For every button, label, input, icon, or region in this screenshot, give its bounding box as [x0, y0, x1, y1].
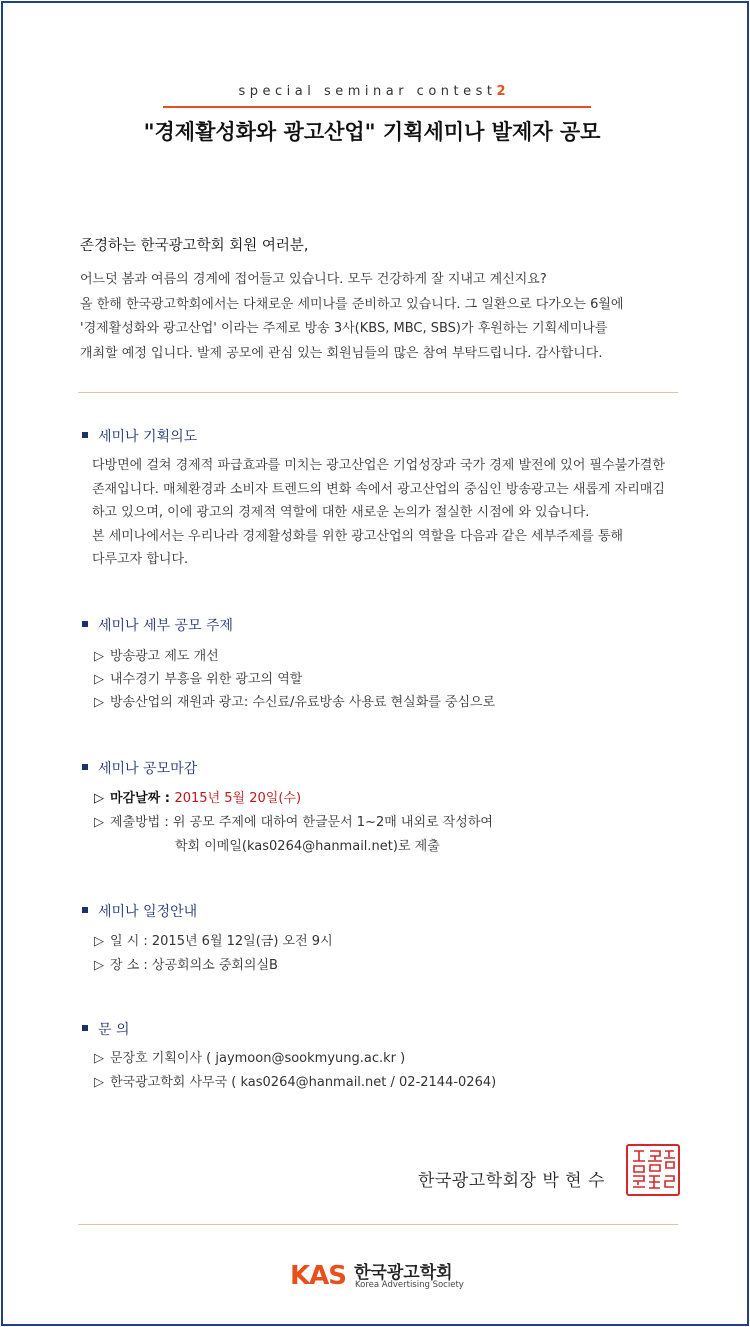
section-title-deadline: 세미나 공모마감 [82, 758, 197, 778]
logo-kas: KAS [290, 1261, 346, 1291]
seal-stamp-icon [626, 1144, 680, 1196]
submission-text: 위 공모 주제에 대하여 한글문서 1~2매 내외로 작성하여 [172, 815, 493, 830]
intro-line: 어느덧 봄과 여름의 경계에 접어들고 있습니다. 모두 건강하게 잘 지내고 계신지요? [80, 272, 547, 287]
greeting: 존경하는 한국광고학회 회원 여러분, [80, 238, 309, 254]
bullet-square-icon [82, 907, 88, 913]
deadline-date: 2015년 5월 20일(수) [174, 791, 302, 806]
schedule-row: ▷ 장 소 : 상공회의소 중회의실B [94, 958, 278, 973]
intro-line: 개최할 예정 입니다. 발제 공모에 관심 있는 회원님들의 많은 참여 부탁드립니다. 감사합니다. [80, 345, 603, 361]
purpose-line: 본 세미나에서는 우리나라 경제활성화를 위한 광고산업의 역할을 다음과 같은 세부주제를 통해 [92, 528, 624, 544]
logo-english-name: Korea Advertising Society [355, 1280, 464, 1290]
triangle-right-icon: ▷ [94, 815, 104, 830]
triangle-right-icon: ▷ [94, 695, 104, 710]
section-title-topics: 세미나 세부 공모 주제 [82, 615, 233, 635]
deadline-date-row [94, 787, 301, 806]
purpose-line: 하고 있으며, 이에 광고의 경제적 역할에 대한 새로운 논의가 절실한 시점에 와 있습니다. [92, 505, 590, 520]
intro-line: '경제활성화와 광고산업' 이라는 주제로 방송 3사(KBS, MBC, SBS)가 후원하는 기획세미나를 [80, 321, 608, 336]
title-underline [163, 106, 591, 108]
topic-item: ▷ 내수경기 부흥을 위한 광고의 역할 [94, 672, 303, 687]
intro-paragraph [80, 268, 624, 366]
signature: 한국광고학회장 박 현 수 [418, 1171, 605, 1191]
contact-row: ▷ 문장호 기획이사 ( jaymoon@sookmyung.ac.kr ) [94, 1051, 406, 1066]
bullet-square-icon [82, 621, 88, 627]
purpose-line: 다루고자 합니다. [92, 552, 189, 567]
kicker-number: 2 [496, 84, 506, 99]
bullet-square-icon [82, 764, 88, 770]
divider [78, 392, 678, 393]
intro-line: 올 한해 한국광고학회에서는 다채로운 세미나를 준비하고 있습니다. 그 일환으로 다가오는 6월에 [80, 296, 624, 312]
section-title-contact: 문 의 [82, 1019, 130, 1039]
triangle-right-icon: ▷ [94, 649, 104, 664]
submission-email: 학회 이메일(kas0264@hanmail.net)로 제출 [175, 839, 440, 854]
triangle-right-icon: ▷ [94, 672, 104, 687]
bullet-square-icon [82, 1025, 88, 1031]
bullet-square-icon [82, 432, 88, 438]
page-title: "경제활성화와 광고산업" 기획세미나 발제자 공모 [143, 120, 601, 144]
section-title-purpose: 세미나 기획의도 [82, 426, 197, 446]
submission-row [94, 811, 493, 830]
deadline-label: 마감날짜 : [110, 791, 175, 806]
triangle-right-icon: ▷ [94, 791, 104, 806]
kicker-text: special seminar contest [238, 84, 497, 99]
schedule-row: ▷ 일 시 : 2015년 6월 12일(금) 오전 9시 [94, 934, 333, 949]
kicker [0, 84, 744, 99]
section-title-schedule: 세미나 일정안내 [82, 901, 197, 921]
triangle-right-icon: ▷ [94, 1075, 104, 1090]
purpose-paragraph [92, 454, 672, 572]
contact-row: ▷ 한국광고학회 사무국 ( kas0264@hanmail.net / 02-2144-0264) [94, 1075, 497, 1090]
logo-korean-name: 한국광고학회 [354, 1263, 453, 1283]
topic-item: ▷ 방송광고 제도 개선 [94, 649, 219, 664]
triangle-right-icon: ▷ [94, 1051, 104, 1066]
purpose-line: 존재입니다. 매체환경과 소비자 트렌드의 변화 속에서 광고산업의 중심인 방송광고는 새롭게 자리매김 [92, 481, 665, 497]
triangle-right-icon: ▷ [94, 958, 104, 973]
purpose-line: 다방면에 걸쳐 경제적 파급효과를 미치는 광고산업은 기업성장과 국가 경제 발전에 있어 필수불가결한 [92, 458, 665, 473]
triangle-right-icon: ▷ [94, 934, 104, 949]
submission-label: 제출방법 : [110, 815, 173, 830]
divider [78, 1224, 678, 1225]
topic-item: ▷ 방송산업의 재원과 광고: 수신료/유료방송 사용료 현실화를 중심으로 [94, 695, 496, 710]
